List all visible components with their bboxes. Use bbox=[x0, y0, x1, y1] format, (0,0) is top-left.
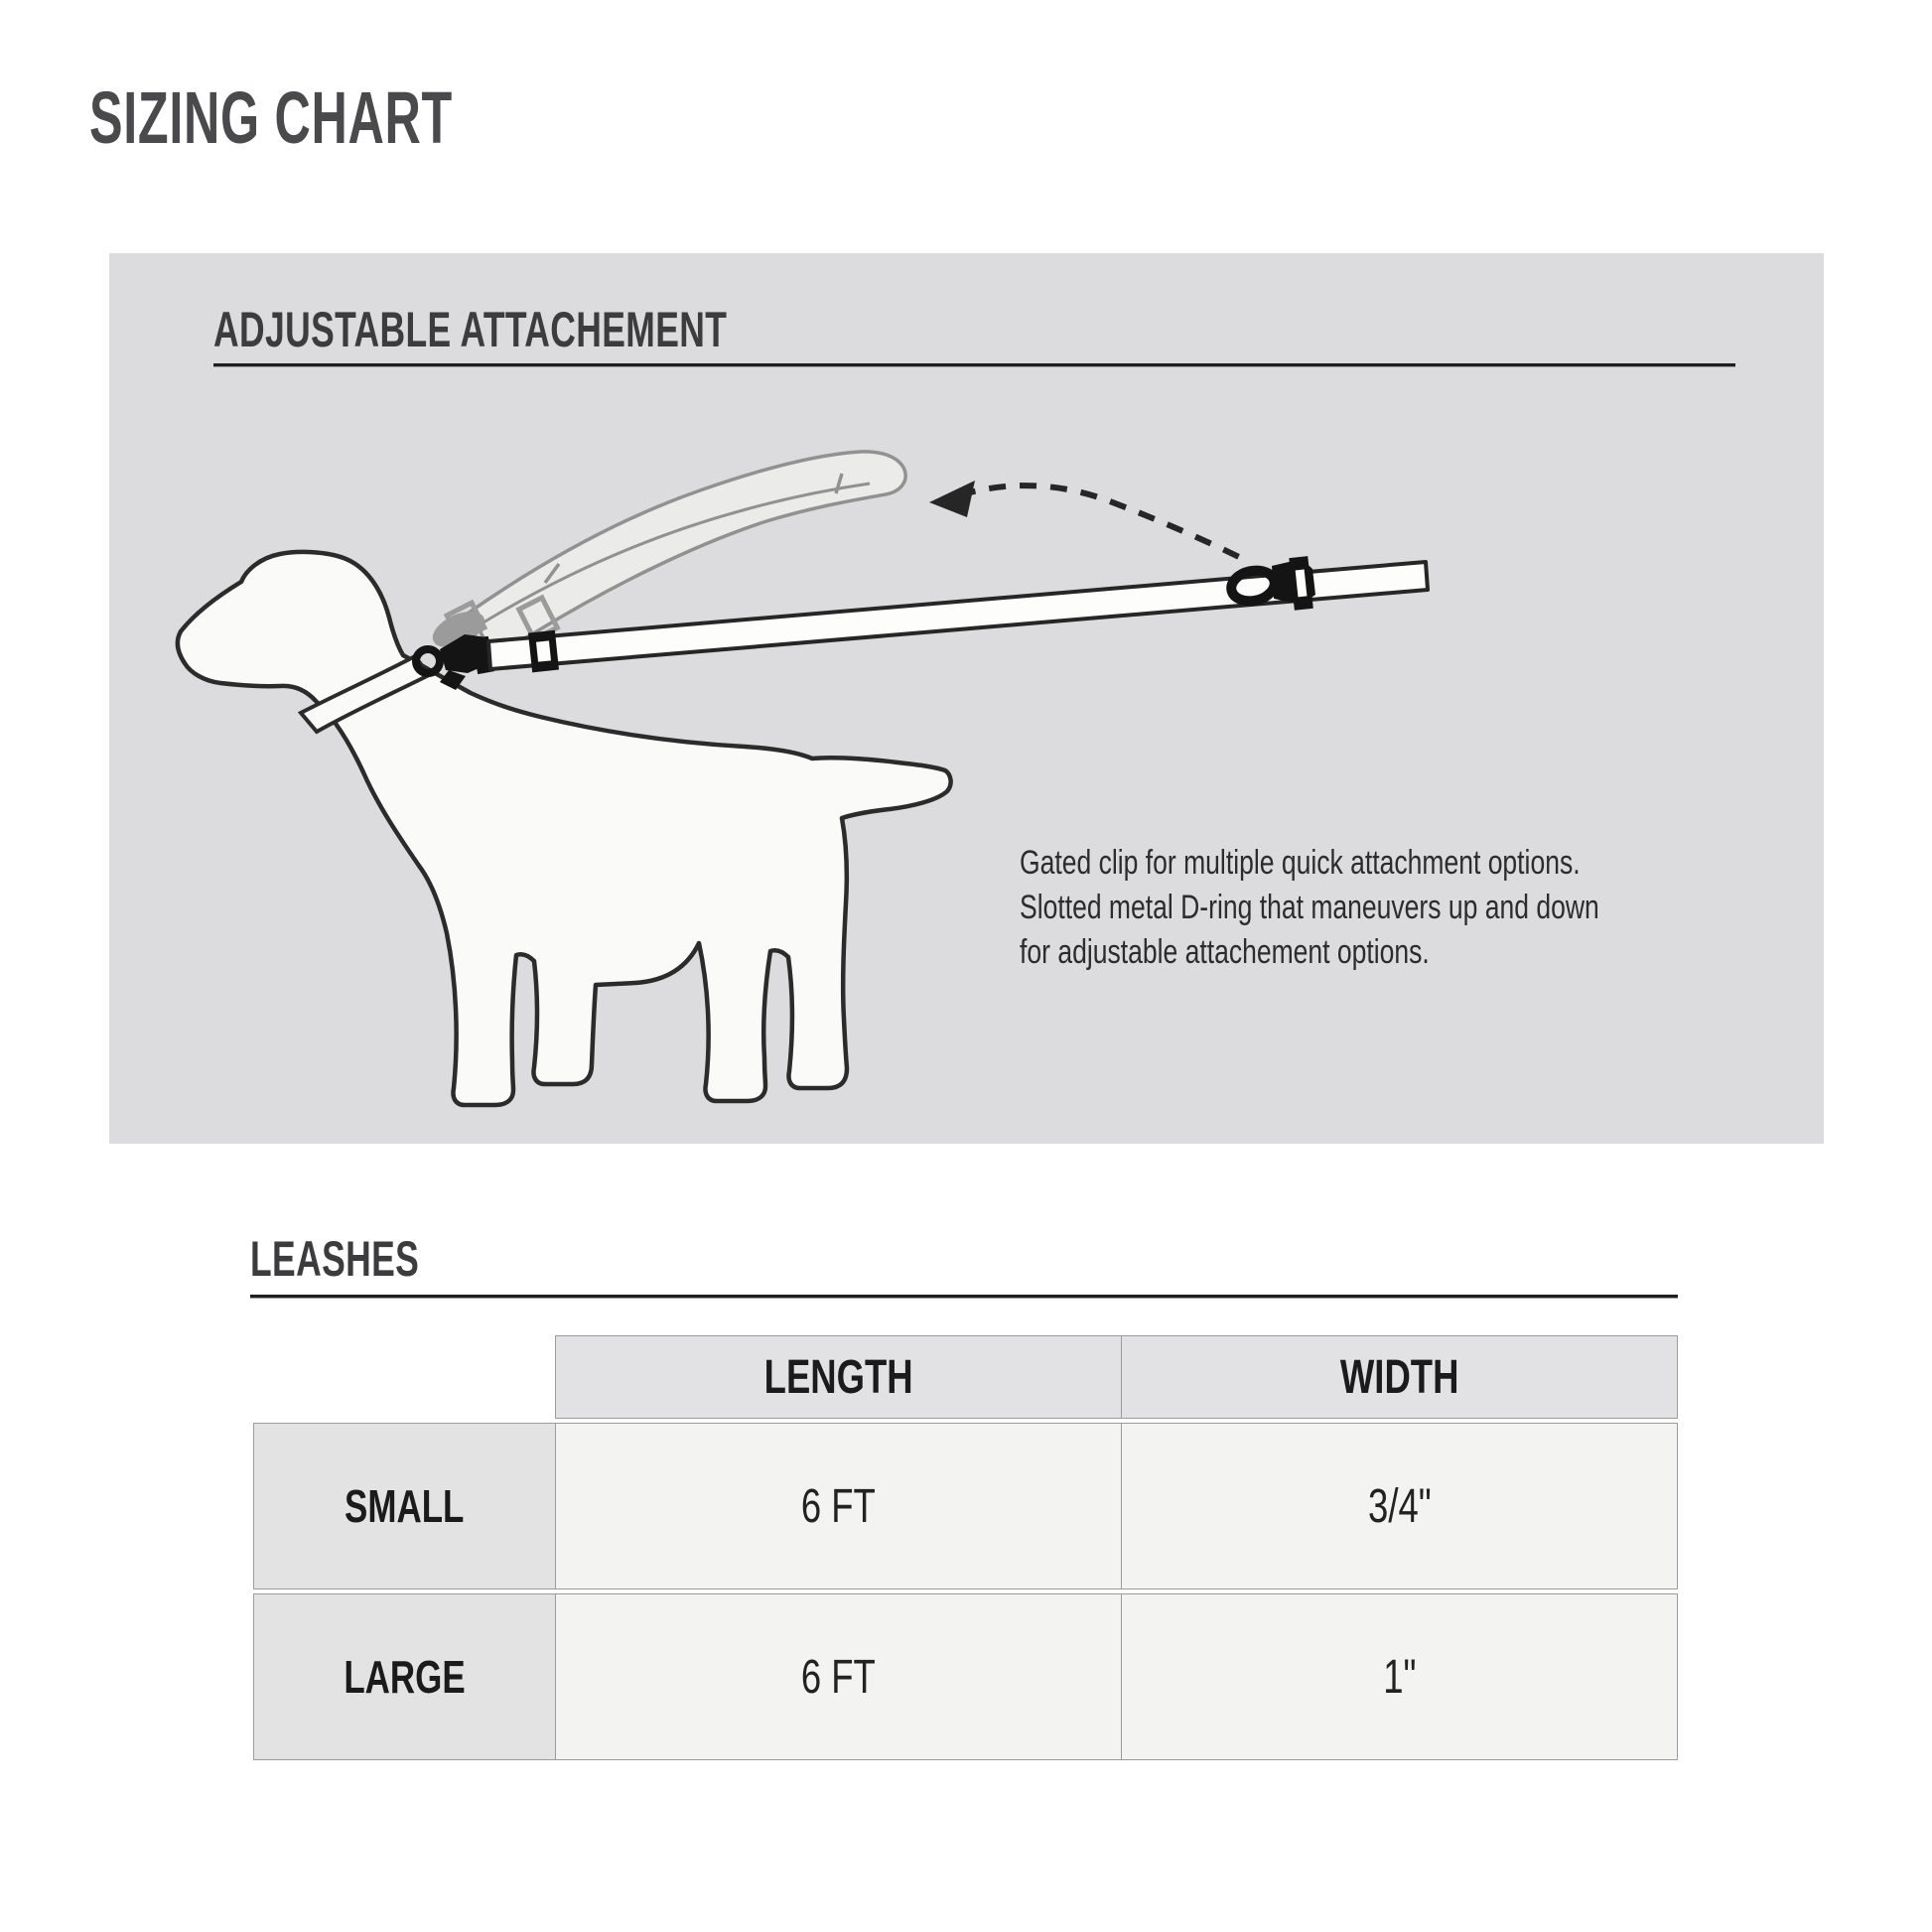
panel-heading-text: ADJUSTABLE ATTACHEMENT bbox=[213, 302, 728, 357]
annotation-text bbox=[1020, 841, 1762, 975]
dashed-motion-arrow bbox=[929, 481, 1247, 561]
sizes-table bbox=[253, 1335, 1678, 1760]
column-header-length: LENGTH bbox=[555, 1335, 1122, 1419]
page-title-text: SIZING CHART bbox=[89, 76, 453, 159]
leashes-rule bbox=[250, 1295, 1678, 1299]
row-label-small: SMALL bbox=[253, 1423, 556, 1589]
dog-leash-illustration bbox=[109, 253, 1824, 1144]
cell-large-width: 1" bbox=[1121, 1593, 1678, 1760]
arrowhead-icon bbox=[929, 481, 975, 517]
annotation-line: Slotted metal D-ring that maneuvers up and down bbox=[1020, 889, 1599, 926]
attachment-panel bbox=[109, 253, 1824, 1144]
leashes-heading-text: LEASHES bbox=[250, 1231, 420, 1287]
strap-keeper bbox=[528, 630, 559, 673]
d-ring bbox=[416, 649, 440, 673]
column-header-width: WIDTH bbox=[1121, 1335, 1678, 1419]
cell-small-length: 6 FT bbox=[555, 1423, 1122, 1589]
cell-small-width: 3/4" bbox=[1121, 1423, 1678, 1589]
annotation-line: Gated clip for multiple quick attachment options. bbox=[1020, 844, 1581, 882]
row-label-large: LARGE bbox=[253, 1593, 556, 1760]
page-title bbox=[89, 76, 623, 159]
table-corner-cell bbox=[253, 1335, 556, 1419]
cell-large-length: 6 FT bbox=[555, 1593, 1122, 1760]
annotation-line: for adjustable attachement options. bbox=[1020, 933, 1430, 971]
leashes-heading bbox=[250, 1231, 488, 1287]
